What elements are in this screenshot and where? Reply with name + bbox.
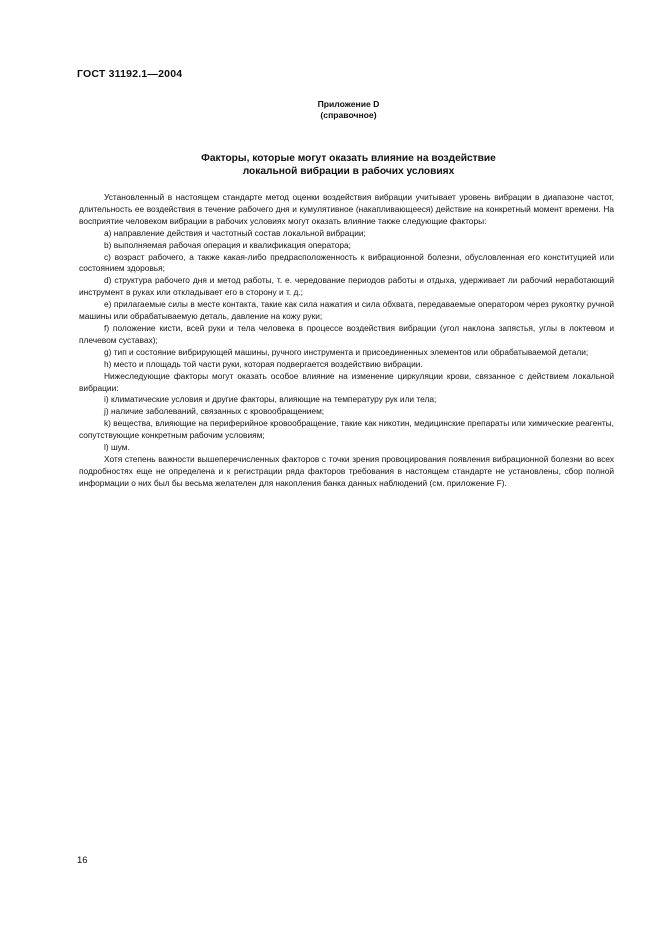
- list-item-l: l) шум.: [104, 442, 130, 453]
- section-title: [0, 153, 661, 178]
- annex-label: Приложение D: [317, 99, 380, 109]
- document-header: ГОСТ 31192.1—2004: [77, 68, 183, 80]
- annex-heading: [0, 99, 661, 121]
- list-item-b: b) выполняемая рабочая операция и квалификация оператора;: [104, 239, 351, 250]
- section-title-line-1: Факторы, которые могут оказать влияние на воздействие: [201, 153, 496, 164]
- list-item-i: i) климатические условия и другие факторы, влияющие на температуру рук или тела;: [104, 394, 437, 405]
- paragraph-circulation: Нижеследующие факторы могут оказать особое влияние на изменение циркуляции крови, связанное с действием локальной вибрации:: [79, 370, 614, 393]
- body-text: [79, 192, 614, 490]
- paragraph-conclusion: Хотя степень важности вышеперечисленных факторов с точки зрения провоцирования появления вибрационной болезни во всех подробностях еще не определена и к регистрации ряда факторов требования в настоящем стандарте не установлены, сбор полной информации о них был бы весьма желателен для накопления банка данных наблюдений (см. приложение F).: [79, 453, 614, 488]
- list-item-h: h) место и площадь той части руки, которая подвергается воздействию вибрации.: [104, 358, 423, 369]
- list-item-d: d) структура рабочего дня и метод работы, т. е. чередование периодов работы и отдыха, удерживает ли рабочий неработающий инструмент в руках или откладывает его в сторону и т. д.;: [79, 275, 614, 298]
- annex-type: (справочное): [320, 110, 377, 120]
- paragraph-intro: Установленный в настоящем стандарте метод оценки воздействия вибрации учитывает уровень вибрации в диапазоне частот, длительность ее воздействия в течение рабочего дня и кумулятивное (накапливающееся) действие на конкретный момент времени. На восприятие человеком вибрации в рабочих условиях могут оказать влияние также следующие факторы:: [79, 192, 614, 226]
- list-item-e: e) прилагаемые силы в месте контакта, такие как сила нажатия и сила обхвата, передаваемые оператором через рукоятку ручной машины или обрабатываемую деталь, давление на кожу руки;: [79, 299, 614, 322]
- list-item-g: g) тип и состояние вибрирующей машины, ручного инструмента и присоединенных элементов или обрабатываемой детали;: [104, 346, 589, 357]
- list-item-c: c) возраст рабочего, а также какая-либо предрасположенность к вибрационной болезни, обусловленная его конституцией или состоянием здоровья;: [79, 251, 614, 274]
- section-title-line-2: локальной вибрации в рабочих условиях: [242, 165, 455, 177]
- list-item-a: a) направление действия и частотный состав локальной вибрации;: [104, 227, 366, 238]
- page-number: 16: [77, 855, 88, 866]
- list-item-k: k) вещества, влияющие на периферийное кровообращение, такие как никотин, медицинские препараты или химические реагенты, сопутствующие конкретным рабочим условиям;: [79, 418, 614, 441]
- list-item-f: f) положение кисти, всей руки и тела человека в процессе воздействия вибрации (угол наклона запястья, углы в локтевом и плечевом суставах);: [79, 322, 614, 345]
- list-item-j: j) наличие заболеваний, связанных с кровообращением;: [104, 406, 325, 417]
